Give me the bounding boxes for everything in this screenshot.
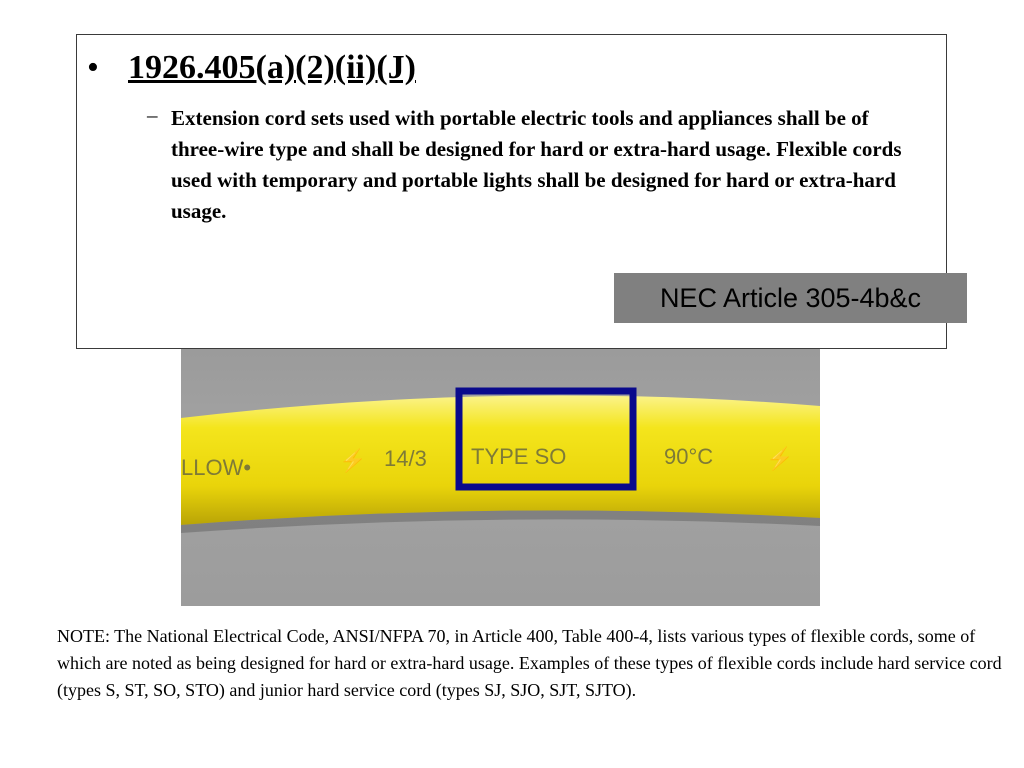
nec-article-badge: NEC Article 305-4b&c xyxy=(614,273,967,323)
cord-photo xyxy=(181,340,820,606)
note-paragraph: NOTE: The National Electrical Code, ANSI/NFPA 70, in Article 400, Table 400-4, lists various types of flexible cords, some of which are noted as being designed for hard or extra-hard usage. Examples of these types of flexible cords include hard service cord (types S, ST, SO, STO) and junior hard service cord (types SJ, SJO, SJT, SJTO). xyxy=(57,626,1002,700)
regulation-body: Extension cord sets used with portable electric tools and appliances shall be of three-wire type and shall be designed for hard or extra-hard usage. Flexible cords used with temporary and portable lights shall be designed for hard or extra-hard usage. xyxy=(171,106,902,223)
cord-marking-2: 14/3 xyxy=(384,446,427,471)
cord-marking-3: TYPE SO xyxy=(471,444,567,469)
cord-marking-5: ⚡ xyxy=(766,446,794,471)
bullet-icon: • xyxy=(87,49,99,86)
cord-marking-1: ⚡ xyxy=(339,448,367,473)
cord-marking-0: LLOW• xyxy=(181,455,252,480)
cord-illustration xyxy=(181,340,820,606)
dash-icon: – xyxy=(147,103,158,127)
regulation-heading: 1926.405(a)(2)(ii)(J) xyxy=(128,49,416,86)
cord-marking-4: 90°C xyxy=(664,444,714,469)
